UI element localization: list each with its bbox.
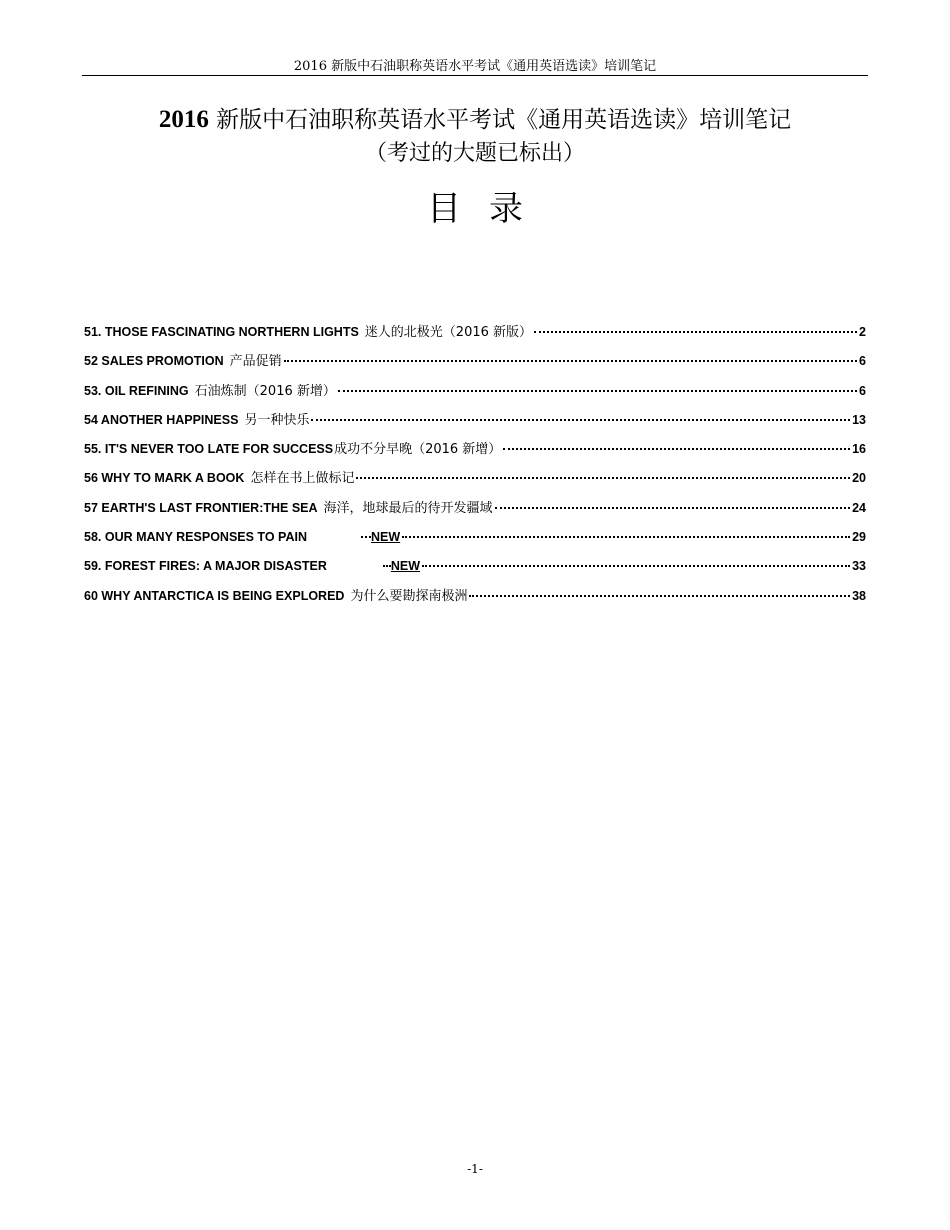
- toc-entry-page: 29: [852, 530, 866, 545]
- running-header: 2016 新版中石油职称英语水平考试《通用英语选读》培训笔记: [293, 59, 657, 74]
- toc-entry-chinese-title: 产品促销: [229, 354, 282, 370]
- toc-entry-page: 16: [852, 442, 866, 457]
- toc-entry-53[interactable]: [84, 382, 866, 411]
- toc-entry-56[interactable]: [84, 469, 866, 498]
- toc-entry-55[interactable]: [84, 440, 866, 469]
- toc-entry-page: 20: [852, 471, 866, 486]
- toc-entry-chinese-title: 另一种快乐: [244, 412, 310, 428]
- page-number: -1-: [467, 1162, 483, 1176]
- toc-entry-page: 33: [852, 559, 866, 574]
- toc-entry-54[interactable]: [84, 411, 866, 440]
- dot-leader: [503, 448, 850, 450]
- document-title: [82, 105, 868, 135]
- new-tag: NEW: [370, 530, 401, 545]
- toc-entry-title: 54 ANOTHER HAPPINESS: [84, 412, 239, 427]
- dot-leader: [495, 507, 851, 509]
- toc-entry-page: 2: [859, 325, 866, 339]
- toc-entry-title: 55. IT'S NEVER TOO LATE FOR SUCCESS: [84, 442, 334, 457]
- toc-entry-title: 58. OUR MANY RESPONSES TO PAIN: [84, 530, 307, 545]
- toc-entry-chinese-title: 石油炼制（2016 新增）: [194, 383, 336, 399]
- dot-leader: [534, 331, 857, 333]
- title-year: 2016: [158, 106, 209, 133]
- toc-entry-title: 52 SALES PROMOTION: [84, 354, 224, 369]
- toc-entry-chinese-title: 怎样在书上做标记: [250, 471, 355, 487]
- toc-entry-title: 60 WHY ANTARCTICA IS BEING EXPLORED: [84, 588, 345, 603]
- document-subtitle: （考过的大题已标出）: [364, 141, 585, 166]
- toc-entry-chinese-title: 为什么要勘探南极洲: [350, 588, 468, 604]
- toc-entry-chinese-title: 迷人的北极光（2016 新版）: [364, 325, 533, 340]
- toc-entry-page: 38: [852, 588, 866, 603]
- toc-entry-title: 53. OIL REFINING: [84, 383, 189, 398]
- dot-leader: [469, 595, 850, 597]
- dot-leader: [383, 565, 391, 567]
- toc-entry-page: 6: [859, 383, 866, 398]
- dot-leader: [338, 390, 857, 392]
- dot-leader: [356, 477, 850, 479]
- dot-leader: [361, 536, 371, 538]
- table-of-contents: [84, 323, 866, 616]
- toc-entry-52[interactable]: [84, 352, 866, 381]
- toc-entry-51[interactable]: [84, 323, 866, 352]
- toc-entry-title: 51. THOSE FASCINATING NORTHERN LIGHTS: [84, 325, 359, 339]
- toc-entry-chinese-title: 海洋，地球最后的待开发疆域: [323, 500, 493, 516]
- toc-heading: 目录: [427, 189, 551, 229]
- dot-leader: [311, 419, 850, 421]
- dot-leader: [284, 360, 857, 362]
- toc-entry-chinese-title: 成功不分早晚（2016 新增）: [334, 442, 502, 458]
- dot-leader: [402, 536, 850, 538]
- toc-entry-page: 6: [859, 354, 866, 369]
- dot-leader: [422, 565, 850, 567]
- toc-entry-page: 24: [852, 500, 866, 515]
- toc-entry-59[interactable]: [84, 557, 866, 586]
- header-rule: [82, 75, 868, 76]
- toc-entry-title: 57 EARTH'S LAST FRONTIER:THE SEA: [84, 500, 318, 515]
- toc-entry-60[interactable]: [84, 587, 866, 616]
- toc-entry-page: 13: [852, 412, 866, 427]
- toc-entry-title: 56 WHY TO MARK A BOOK: [84, 471, 245, 486]
- new-tag: NEW: [390, 559, 421, 574]
- toc-entry-58[interactable]: [84, 528, 866, 557]
- toc-entry-57[interactable]: [84, 499, 866, 528]
- title-text: 新版中石油职称英语水平考试《通用英语选读》培训笔记: [208, 107, 792, 133]
- toc-entry-title: 59. FOREST FIRES: A MAJOR DISASTER: [84, 559, 327, 574]
